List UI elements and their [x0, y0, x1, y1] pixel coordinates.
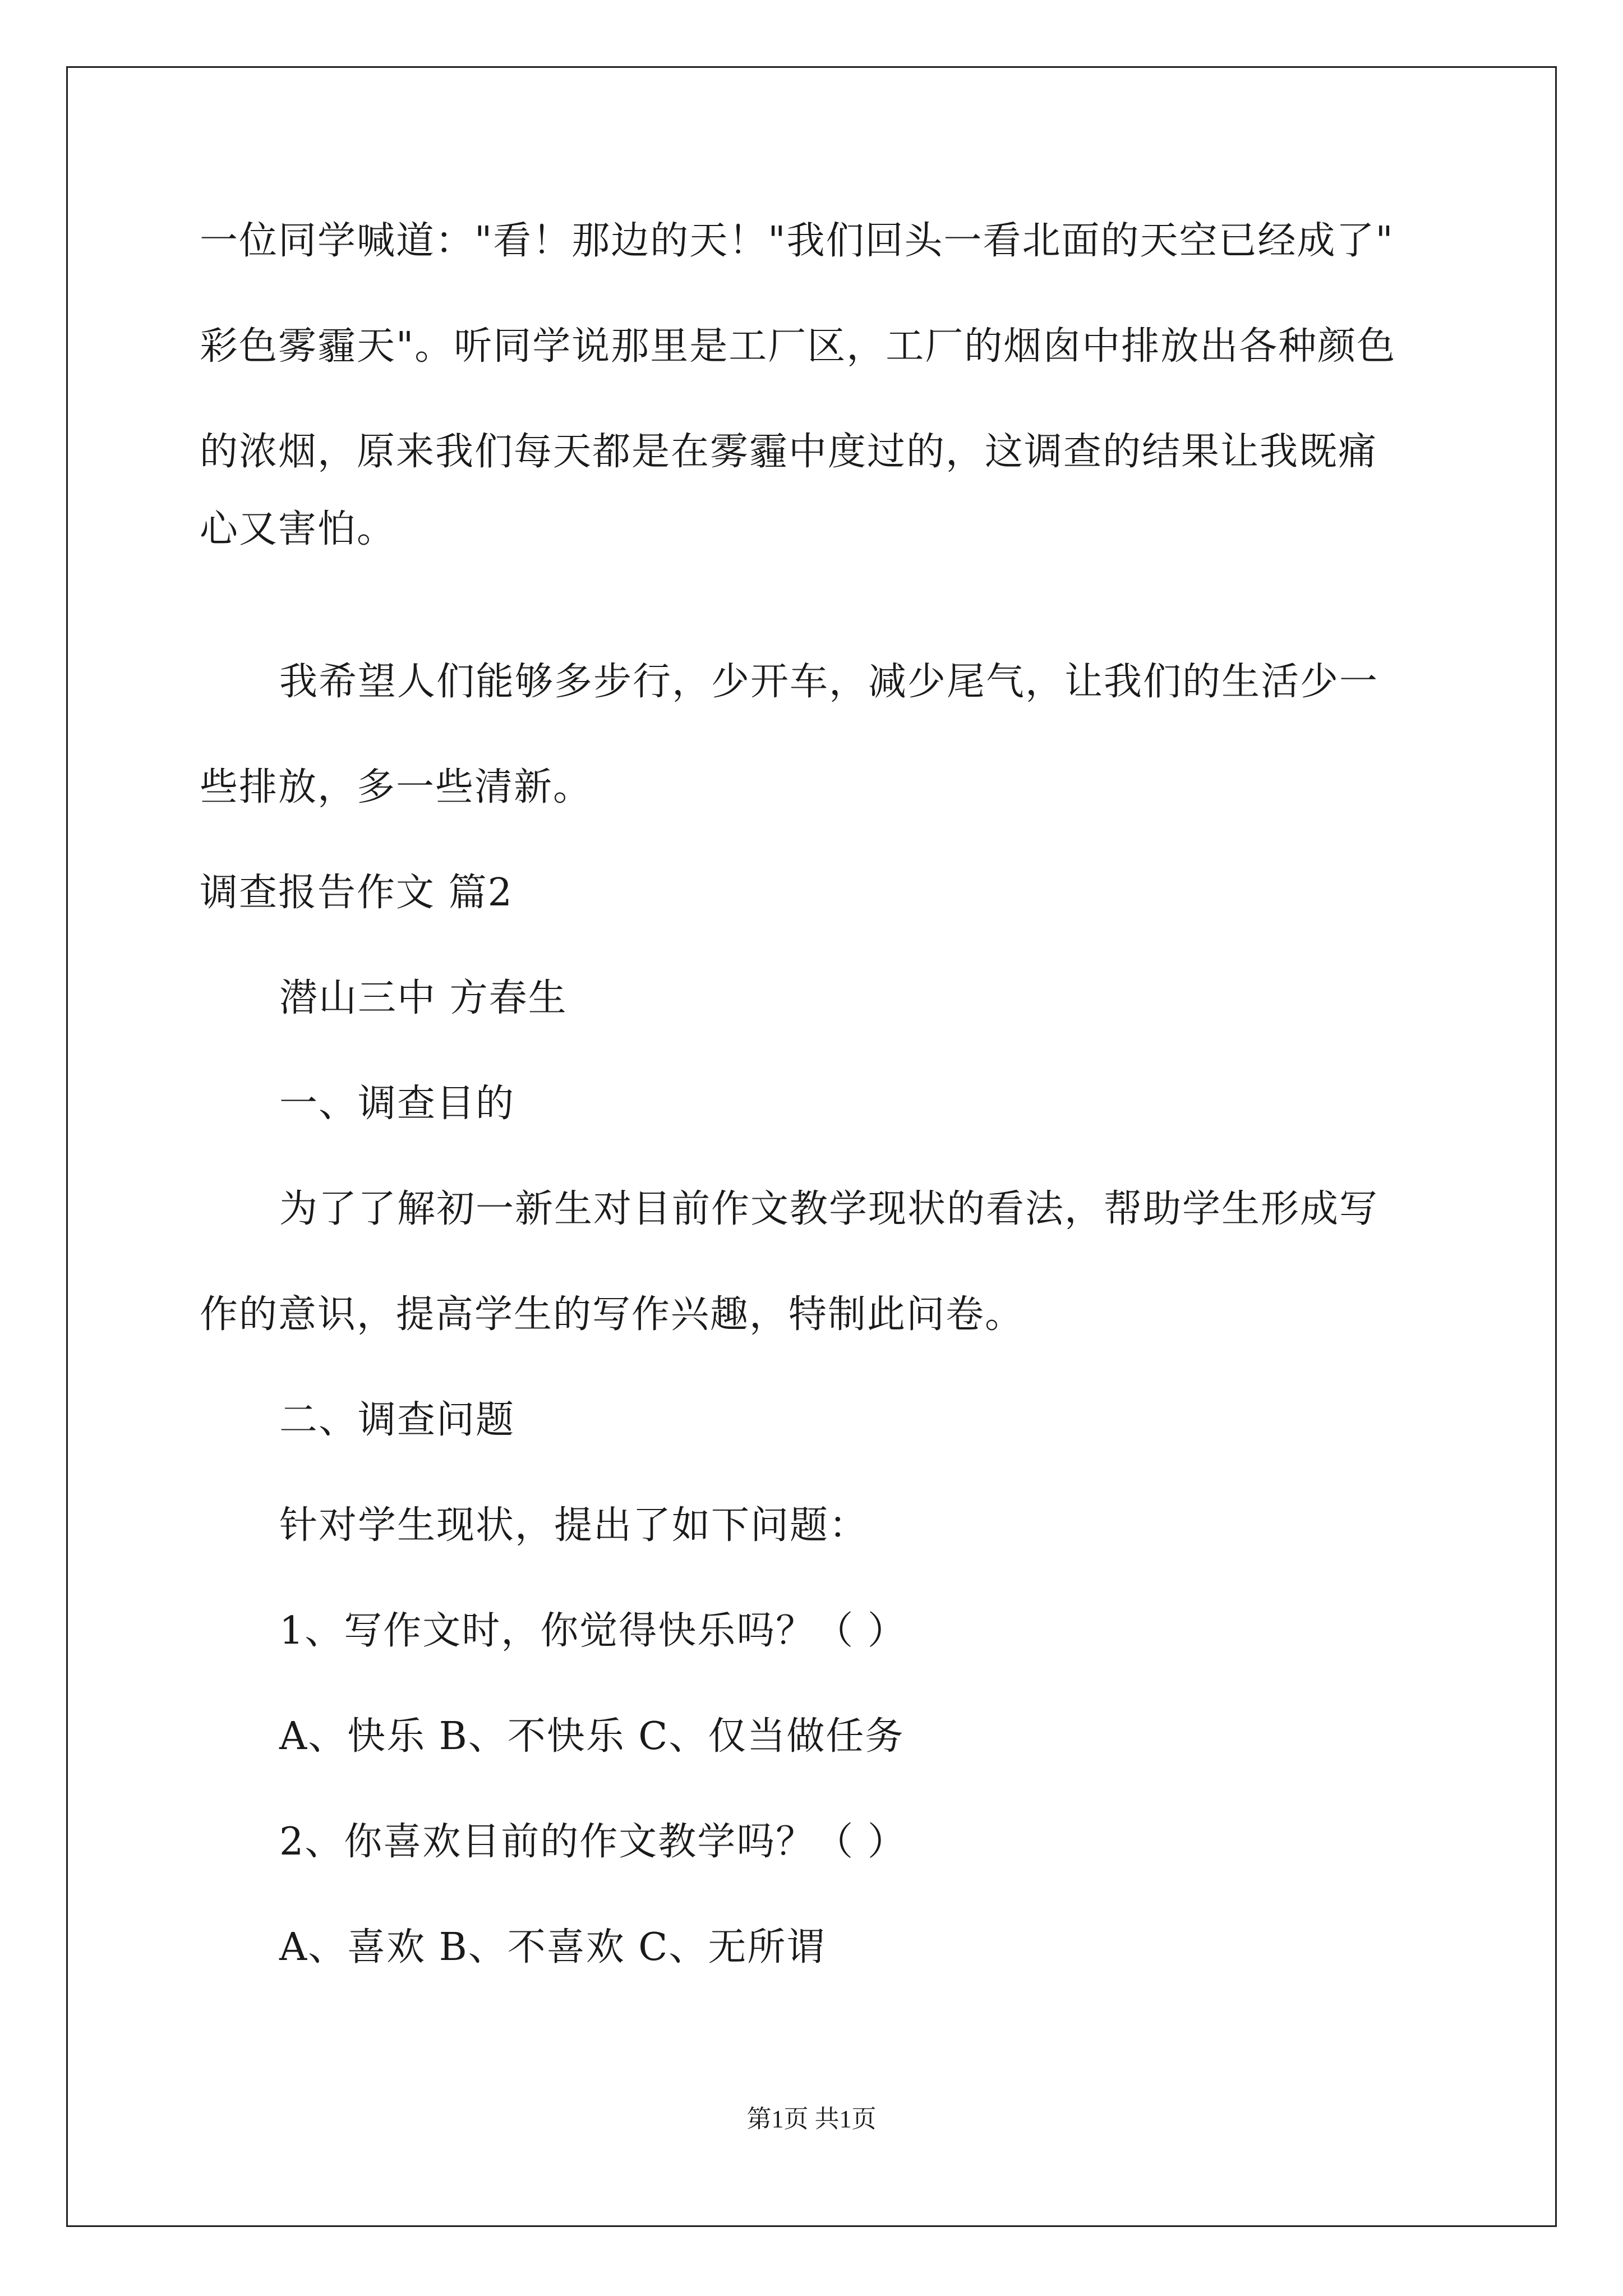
- page-footer: 第1页 共1页: [746, 2105, 877, 2133]
- section-2-intro: 针对学生现状，提出了如下问题：: [279, 1503, 869, 1548]
- page-border: [66, 66, 1557, 2227]
- question-2-options: A、喜欢 B、不喜欢 C、无所谓: [279, 1925, 826, 1970]
- question-2: 2、你喜欢目前的作文教学吗？（ ）: [279, 1820, 907, 1864]
- section-1-line-1: 为了了解初一新生对目前作文教学现状的看法，帮助学生形成写: [279, 1187, 1379, 1231]
- paragraph-2-line-2: 些排放，多一些清新。: [200, 765, 593, 809]
- author-line: 潜山三中 方春生: [279, 976, 568, 1020]
- paragraph-1-line-1: 一位同学喊道："看！那边的天！"我们回头一看北面的天空已经成了": [200, 219, 1394, 263]
- paragraph-1-line-2: 彩色雾霾天"。听同学说那里是工厂区，工厂的烟囱中排放出各种颜色: [200, 324, 1396, 369]
- paragraph-1-line-3: 的浓烟，原来我们每天都是在雾霾中度过的，这调查的结果让我既痛: [200, 430, 1378, 474]
- paragraph-2-line-1: 我希望人们能够多步行，少开车，减少尾气，让我们的生活少一: [279, 660, 1379, 704]
- section-2-title: 二、调查问题: [279, 1398, 515, 1442]
- question-1: 1、写作文时，你觉得快乐吗？（ ）: [279, 1609, 907, 1653]
- paragraph-1-line-4: 心又害怕。: [200, 507, 396, 551]
- section-1-line-2: 作的意识，提高学生的写作兴趣，特制此问卷。: [200, 1292, 1025, 1337]
- section-heading: 调查报告作文 篇2: [200, 871, 513, 915]
- section-1-title: 一、调查目的: [279, 1082, 515, 1126]
- question-1-options: A、快乐 B、不快乐 C、仅当做任务: [279, 1714, 905, 1759]
